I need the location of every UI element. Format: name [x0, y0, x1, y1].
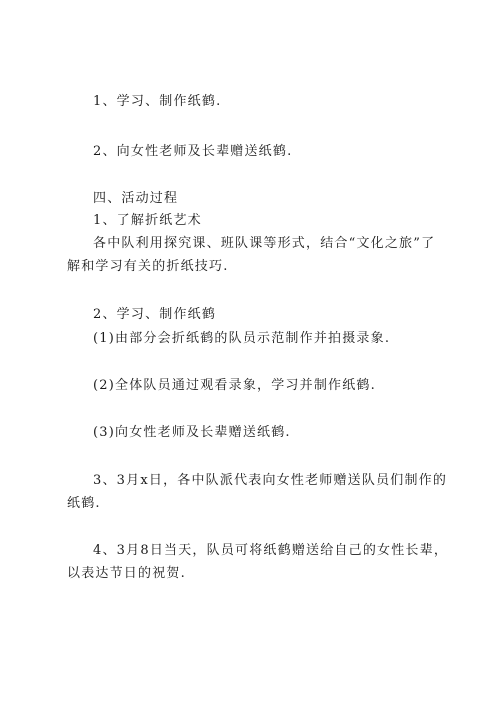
- paragraph-line: 纸鹤.: [67, 496, 101, 511]
- paragraph-line: 4、3月8日当天，队员可将纸鹤赠送给自己的女性长辈，: [93, 543, 449, 558]
- item-learn-make-cranes: 1、学习、制作纸鹤.: [93, 94, 222, 109]
- step-heading-learn-make: 2、学习、制作纸鹤: [93, 307, 217, 322]
- sub-item-gift: (3)向女性老师及长辈赠送纸鹤.: [93, 425, 291, 440]
- paragraph-line: 以表达节日的祝贺.: [67, 566, 186, 581]
- item-gift-cranes: 2、向女性老师及长辈赠送纸鹤.: [93, 144, 293, 159]
- paragraph-line: 解和学习有关的折纸技巧.: [67, 259, 229, 274]
- sub-item-demonstration: (1)由部分会折纸鹤的队员示范制作并拍摄录象.: [93, 331, 391, 346]
- paragraph-line: 各中队利用探究课、班队课等形式，结合“文化之旅”了: [93, 236, 436, 251]
- paragraph-line: 3、3月x日，各中队派代表向女性老师赠送队员们制作的: [93, 473, 448, 488]
- step-heading-origami-art: 1、了解折纸艺术: [93, 213, 202, 228]
- section-heading-activity-process: 四、活动过程: [93, 191, 179, 206]
- sub-item-watch-and-make: (2)全体队员通过观看录象，学习并制作纸鹤.: [93, 378, 376, 393]
